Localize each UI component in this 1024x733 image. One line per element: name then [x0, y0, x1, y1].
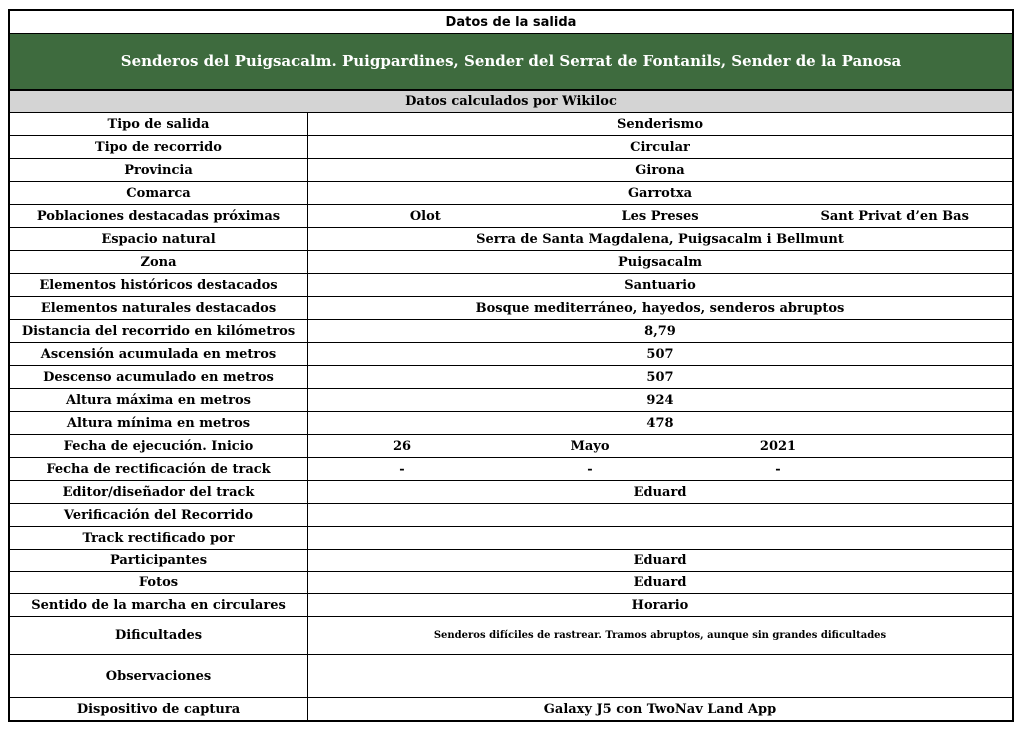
date-group	[308, 458, 1012, 480]
row-label: Elementos históricos destacados	[10, 274, 308, 296]
table-row	[8, 389, 1014, 412]
table-row	[8, 458, 1014, 481]
row-label: Fecha de ejecución. Inicio	[10, 435, 308, 457]
table-row	[8, 274, 1014, 297]
row-value: Senderismo	[616, 116, 703, 132]
row-value	[308, 504, 1012, 526]
row-label: Fecha de rectificación de track	[10, 458, 308, 480]
row-value: Serra de Santa Magdalena, Puigsacalm i Bellmunt	[476, 231, 844, 247]
date-year: 2021	[759, 438, 797, 454]
table-row	[8, 594, 1014, 617]
row-value: Garrotxa	[627, 185, 693, 201]
table-row	[8, 435, 1014, 458]
table-row	[8, 527, 1014, 550]
route-name-banner	[8, 34, 1014, 91]
row-value: Girona	[635, 162, 685, 178]
row-label: Provincia	[10, 159, 308, 181]
table-row	[8, 228, 1014, 251]
row-value: 478	[646, 415, 674, 431]
date-month: Mayo	[570, 438, 610, 454]
table-row	[8, 343, 1014, 366]
section-header-row	[8, 91, 1014, 113]
row-value: 924	[646, 392, 674, 408]
row-value: Senderos difíciles de rastrear. Tramos abruptos, aunque sin grandes dificultades	[433, 629, 887, 641]
row-value	[308, 527, 1012, 549]
row-label: Dificultades	[10, 617, 308, 654]
row-label: Participantes	[10, 550, 308, 571]
row-value: 507	[646, 369, 674, 385]
row-value: Eduard	[633, 484, 687, 500]
row-label: Verificación del Recorrido	[10, 504, 308, 526]
town-value: Sant Privat d’en Bas	[820, 208, 969, 224]
row-label: Espacio natural	[10, 228, 308, 250]
table-row	[8, 159, 1014, 182]
row-label: Editor/diseñador del track	[10, 481, 308, 503]
row-label: Zona	[10, 251, 308, 273]
route-data-table	[8, 9, 1014, 722]
date-day: 26	[392, 438, 412, 454]
row-value: Eduard	[633, 575, 687, 590]
row-value: 8,79	[644, 323, 676, 339]
row-value: Eduard	[633, 553, 687, 568]
table-row	[8, 572, 1014, 594]
row-label: Altura máxima en metros	[10, 389, 308, 411]
row-label: Distancia del recorrido en kilómetros	[10, 320, 308, 342]
date-group	[308, 435, 1012, 457]
row-label: Ascensión acumulada en metros	[10, 343, 308, 365]
section-header: Datos calculados por Wikiloc	[405, 94, 617, 109]
row-label: Tipo de salida	[10, 113, 308, 135]
row-value: Horario	[631, 597, 689, 613]
row-label: Sentido de la marcha en circulares	[10, 594, 308, 616]
date-year: -	[775, 461, 781, 477]
table-title: Datos de la salida	[445, 14, 577, 30]
table-row	[8, 113, 1014, 136]
row-label: Poblaciones destacadas próximas	[10, 205, 308, 227]
table-row	[8, 504, 1014, 527]
row-value: Puigsacalm	[617, 254, 703, 270]
table-row	[8, 136, 1014, 159]
row-label: Dispositivo de captura	[10, 698, 308, 720]
town-value: Les Preses	[621, 208, 699, 224]
row-label: Observaciones	[10, 655, 308, 697]
table-row	[8, 320, 1014, 343]
table-row	[8, 655, 1014, 698]
row-value: Circular	[630, 139, 690, 155]
table-row	[8, 182, 1014, 205]
row-value: Galaxy J5 con TwoNav Land App	[543, 701, 777, 717]
town-value: Olot	[409, 208, 441, 224]
row-label: Track rectificado por	[10, 527, 308, 549]
towns-group	[308, 205, 1012, 227]
row-label: Altura mínima en metros	[10, 412, 308, 434]
table-title-row	[8, 9, 1014, 34]
row-value: 507	[646, 346, 674, 362]
table-row	[8, 205, 1014, 228]
table-row	[8, 251, 1014, 274]
table-row	[8, 698, 1014, 722]
date-day: -	[399, 461, 405, 477]
date-month: -	[587, 461, 593, 477]
table-row	[8, 412, 1014, 435]
table-row	[8, 617, 1014, 655]
row-label: Elementos naturales destacados	[10, 297, 308, 319]
row-value: Santuario	[624, 277, 696, 293]
row-label: Comarca	[10, 182, 308, 204]
row-label: Tipo de recorrido	[10, 136, 308, 158]
table-row	[8, 366, 1014, 389]
table-row	[8, 297, 1014, 320]
row-label: Fotos	[10, 572, 308, 593]
row-value	[308, 655, 1012, 697]
route-name: Senderos del Puigsacalm. Puigpardines, Sender del Serrat de Fontanils, Sender de la Panosa	[120, 52, 902, 70]
table-row	[8, 481, 1014, 504]
row-value: Bosque mediterráneo, hayedos, senderos abruptos	[475, 300, 845, 316]
row-label: Descenso acumulado en metros	[10, 366, 308, 388]
table-row	[8, 550, 1014, 572]
